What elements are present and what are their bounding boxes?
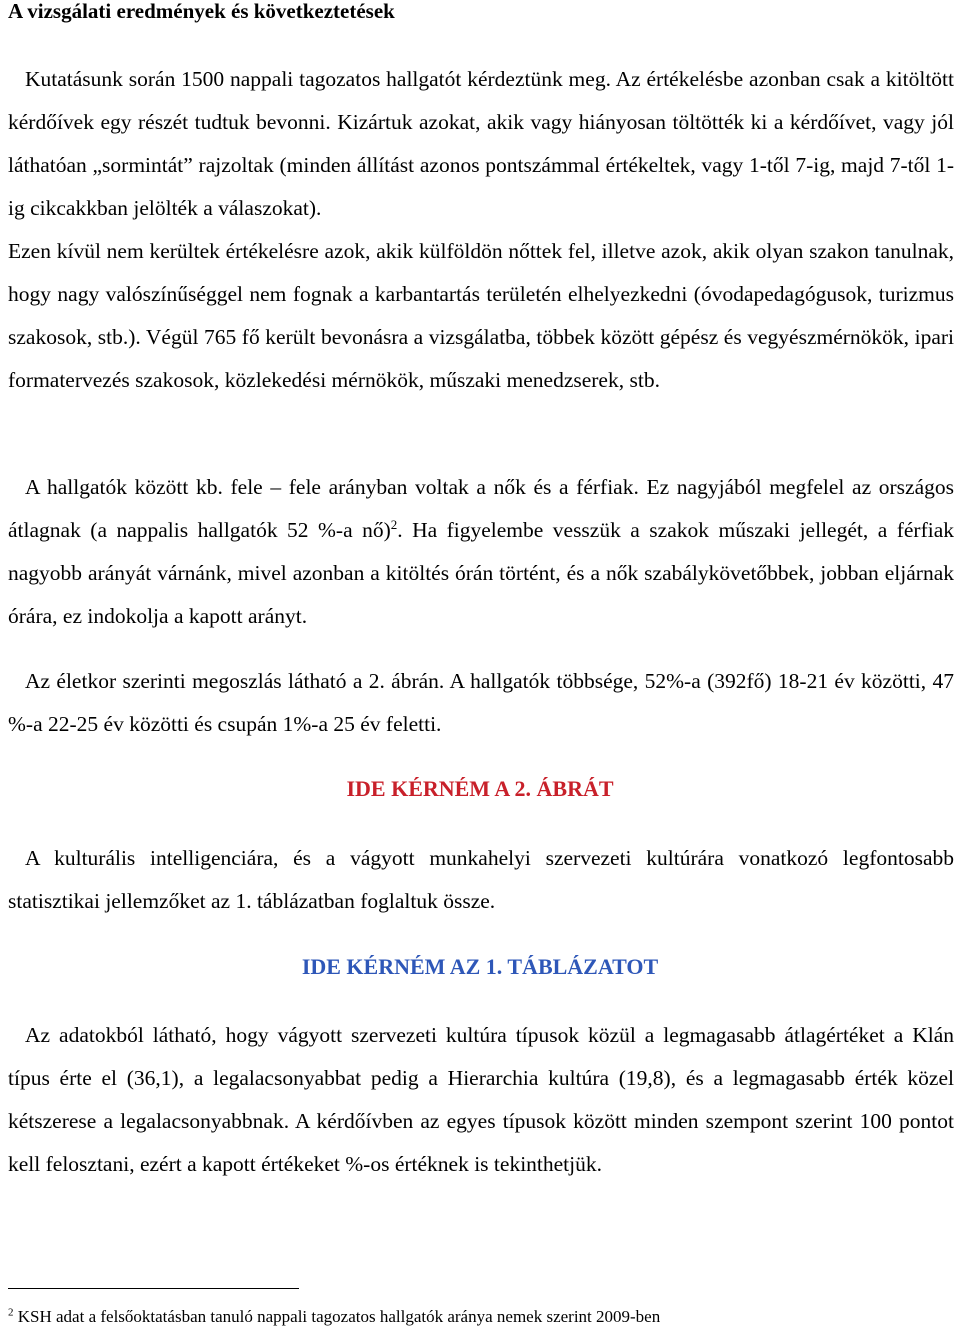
- paragraph-culture-results: Az adatokból látható, hogy vágyott szervezeti kultúra típusok közül a legmagasabb átlagértéket a Klán típus érte el (36,1), a legalacsonyabbat pedig a Hierarchia kultúra (19,8), és a legmagasabb érték közel kétszerese a legalacsonyabbnak. A kérdőívben az egyes típusok között minden szempont szerint 100 pontot kell felosztani, ezért a kapott értékeket %-os értéknek is tekinthetjük.: [8, 1023, 954, 1176]
- figure-placeholder: IDE KÉRNÉM A 2. ÁBRÁT: [346, 776, 614, 801]
- paragraph-age-distribution: Az életkor szerinti megoszlás látható a 2. ábrán. A hallgatók többsége, 52%-a (392fő) 18-21 év közötti, 47 %-a 22-25 év közötti és csupán 1%-a 25 év feletti.: [8, 669, 954, 736]
- paragraph-gender-distribution: [8, 466, 954, 638]
- footnote-separator: [8, 1288, 299, 1289]
- paragraph-gender-text-continued: . Ha figyelembe vesszük a szakok műszaki jellegét, a férfiak nagyobb arányát várnánk, mivel azonban a kitöltés órán történt, és a nők szabálykövetőbbek, jobban eljárnak órára, ez indokolja a kapott arányt.: [8, 518, 954, 628]
- paragraph-table-intro: A kulturális intelligenciára, és a vágyott munkahelyi szervezeti kultúrára vonatkozó legfontosabb statisztikai jellemzőket az 1. táblázatban foglaltuk össze.: [8, 846, 954, 913]
- footnote-text: KSH adat a felsőoktatásban tanuló nappali tagozatos hallgatók aránya nemek szerint 2009-ben: [13, 1307, 661, 1326]
- footnote-number: 2: [8, 1306, 14, 1319]
- section-heading: A vizsgálati eredmények és következtetések: [8, 0, 395, 23]
- paragraph-gender-text: A hallgatók között kb. fele – fele arányban voltak a nők és a férfiak. Ez nagyjából megfelel az országos átlagnak (a nappalis hallgatók 52 %-a nő): [8, 475, 954, 542]
- table-placeholder: IDE KÉRNÉM AZ 1. TÁBLÁZATOT: [301, 954, 659, 979]
- footnote-reference[interactable]: 2: [390, 516, 398, 532]
- footnote: [8, 1306, 954, 1328]
- paragraph-sample-exclusions: Ezen kívül nem kerültek értékelésre azok, akik külföldön nőttek fel, illetve azok, akik olyan szakon tanulnak, hogy nagy valószínűséggel nem fognak a karbantartás területén elhelyezkedni (óvodapedagógusok, turizmus szakosok, stb.). Végül 765 fő került bevonásra a vizsgálatba, többek között gépész és vegyészmérnökök, ipari formatervezés szakosok, közlekedési mérnökök, műszaki menedzserek, stb.: [8, 239, 954, 392]
- paragraph-sample-description: Kutatásunk során 1500 nappali tagozatos hallgatót kérdeztünk meg. Az értékelésbe azonban csak a kitöltött kérdőívek egy részét tudtuk bevonni. Kizártuk azokat, akik vagy hiányosan töltötték ki a kérdőívet, vagy jól láthatóan „sormintát” rajzoltak (minden állítást azonos pontszámmal értékeltek, vagy 1-től 7-ig, majd 7-től 1-ig cikcakkban jelölték a válaszokat).: [8, 67, 954, 220]
